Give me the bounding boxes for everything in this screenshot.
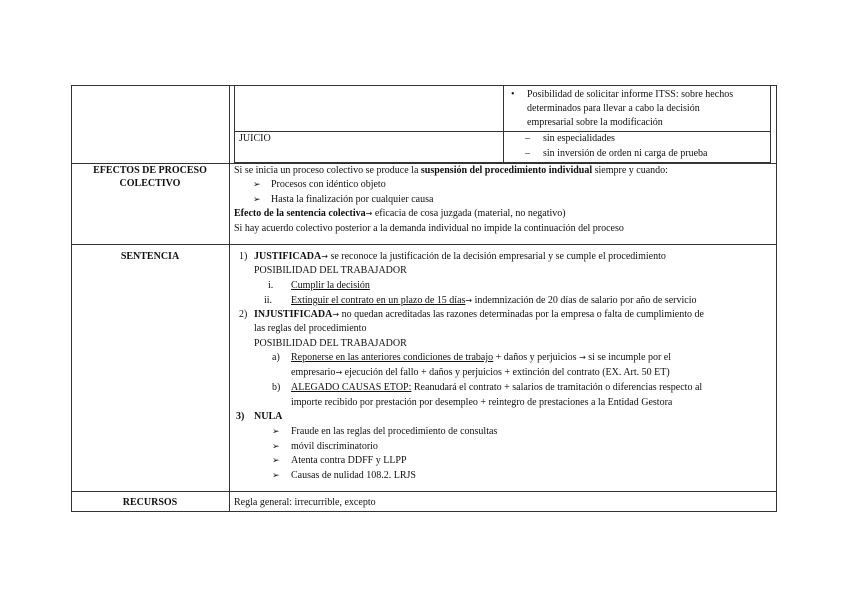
arrow-icon: → bbox=[579, 353, 586, 362]
arrow-bullet-icon: ➢ bbox=[272, 456, 280, 466]
nula-item: móvil discriminatorio bbox=[291, 441, 378, 452]
nula-title: NULA bbox=[254, 411, 283, 422]
nula-item: Causas de nulidad 108.2. LRJS bbox=[291, 470, 416, 481]
posibilidad-label: POSIBILIDAD DEL TRABAJADOR bbox=[254, 265, 407, 276]
arrow-icon: → bbox=[465, 296, 473, 305]
efectos-label: EFECTOS DE PROCESO bbox=[93, 165, 207, 176]
dash: – bbox=[525, 133, 530, 144]
table-left-border bbox=[71, 85, 72, 512]
arrow-bullet-icon: ➢ bbox=[272, 471, 280, 481]
itss-line: determinados para llevar a cabo la decisión bbox=[527, 103, 700, 114]
row-divider-recursos bbox=[71, 491, 777, 492]
itss-line: Posibilidad de solicitar informe ITSS: sobre hechos bbox=[527, 89, 734, 100]
option-text: empresario→ ejecución del fallo + daños y perjuicios + extinción del contrato (EX. Art. 50 ET) bbox=[291, 367, 670, 378]
row-divider-sentencia bbox=[71, 244, 777, 245]
list-number: b) bbox=[272, 382, 281, 393]
table-bottom-border bbox=[71, 511, 777, 512]
option-text: Extinguir el contrato en un plazo de 15 días→ indemnización de 20 días de salario por año de servicio bbox=[291, 295, 697, 306]
option-text: ALEGADO CAUSAS ETOP: Reanudará el contrato + salarios de tramitación o diferencias respecto al bbox=[291, 382, 703, 393]
itss-bullet: • bbox=[511, 89, 515, 100]
list-number: a) bbox=[272, 352, 280, 363]
arrow-icon: → bbox=[332, 310, 340, 319]
efectos-last: Si hay acuerdo colectivo posterior a la demanda individual no impide la continuación del proceso bbox=[234, 223, 624, 234]
arrow-icon: → bbox=[335, 368, 343, 377]
arrow-bullet-icon: ➢ bbox=[253, 195, 261, 205]
juicio-label: JUICIO bbox=[239, 133, 271, 144]
efectos-intro: Si se inicia un proceso colectivo se produce la suspensión del procedimiento individual siempre y cuando: bbox=[234, 165, 668, 176]
option-text: importe recibido por prestación por desempleo + reintegro de prestaciones a la Entidad Gestora bbox=[291, 397, 673, 408]
condition-item: Procesos con idéntico objeto bbox=[271, 179, 386, 190]
efecto-sentencia: Efecto de la sentencia colectiva→ eficacia de cosa juzgada (material, no negativo) bbox=[234, 208, 566, 219]
arrow-bullet-icon: ➢ bbox=[253, 180, 261, 190]
list-number: 2) bbox=[239, 309, 248, 320]
list-number: i. bbox=[268, 280, 274, 291]
inner-left-border bbox=[234, 85, 235, 163]
injustificada-line: INJUSTIFICADA→ no quedan acreditadas las razones determinadas por la empresa o falta de cumplimiento de bbox=[254, 309, 704, 320]
option-text: Cumplir la decisión bbox=[291, 280, 370, 291]
arrow-icon: → bbox=[321, 252, 328, 261]
itss-line: empresarial sobre la modificación bbox=[527, 117, 663, 128]
dash: – bbox=[525, 148, 530, 159]
efectos-label: COLECTIVO bbox=[119, 178, 181, 189]
inner-mid-border bbox=[503, 85, 504, 163]
option-text: Reponerse en las anteriores condiciones de trabajo + daños y perjuicios → si se incumple por el bbox=[291, 352, 672, 363]
injustificada-line: las reglas del procedimiento bbox=[254, 323, 367, 334]
justificada-line: JUSTIFICADA→ se reconoce la justificación de la decisión empresarial y se cumple el procedimiento bbox=[254, 251, 666, 262]
table-right-border bbox=[776, 85, 777, 512]
arrow-bullet-icon: ➢ bbox=[272, 442, 280, 452]
recursos-text: Regla general: irrecurrible, excepto bbox=[234, 497, 376, 508]
inner-right-border bbox=[770, 85, 771, 163]
column-divider bbox=[229, 85, 230, 512]
list-number: 1) bbox=[239, 251, 248, 262]
condition-item: Hasta la finalización por cualquier causa bbox=[271, 194, 434, 205]
posibilidad-label: POSIBILIDAD DEL TRABAJADOR bbox=[254, 338, 407, 349]
juicio-item: sin inversión de orden ni carga de prueba bbox=[543, 148, 708, 159]
juicio-item: sin especialidades bbox=[543, 133, 615, 144]
sentencia-label: SENTENCIA bbox=[120, 251, 180, 262]
nula-item: Atenta contra DDFF y LLPP bbox=[291, 455, 407, 466]
list-number: 3) bbox=[236, 411, 245, 422]
arrow-icon: → bbox=[365, 209, 373, 218]
table-top-border bbox=[71, 85, 777, 86]
list-number: ii. bbox=[264, 295, 273, 306]
arrow-bullet-icon: ➢ bbox=[272, 427, 280, 437]
recursos-label: RECURSOS bbox=[122, 497, 178, 508]
nula-item: Fraude en las reglas del procedimiento de consultas bbox=[291, 426, 498, 437]
